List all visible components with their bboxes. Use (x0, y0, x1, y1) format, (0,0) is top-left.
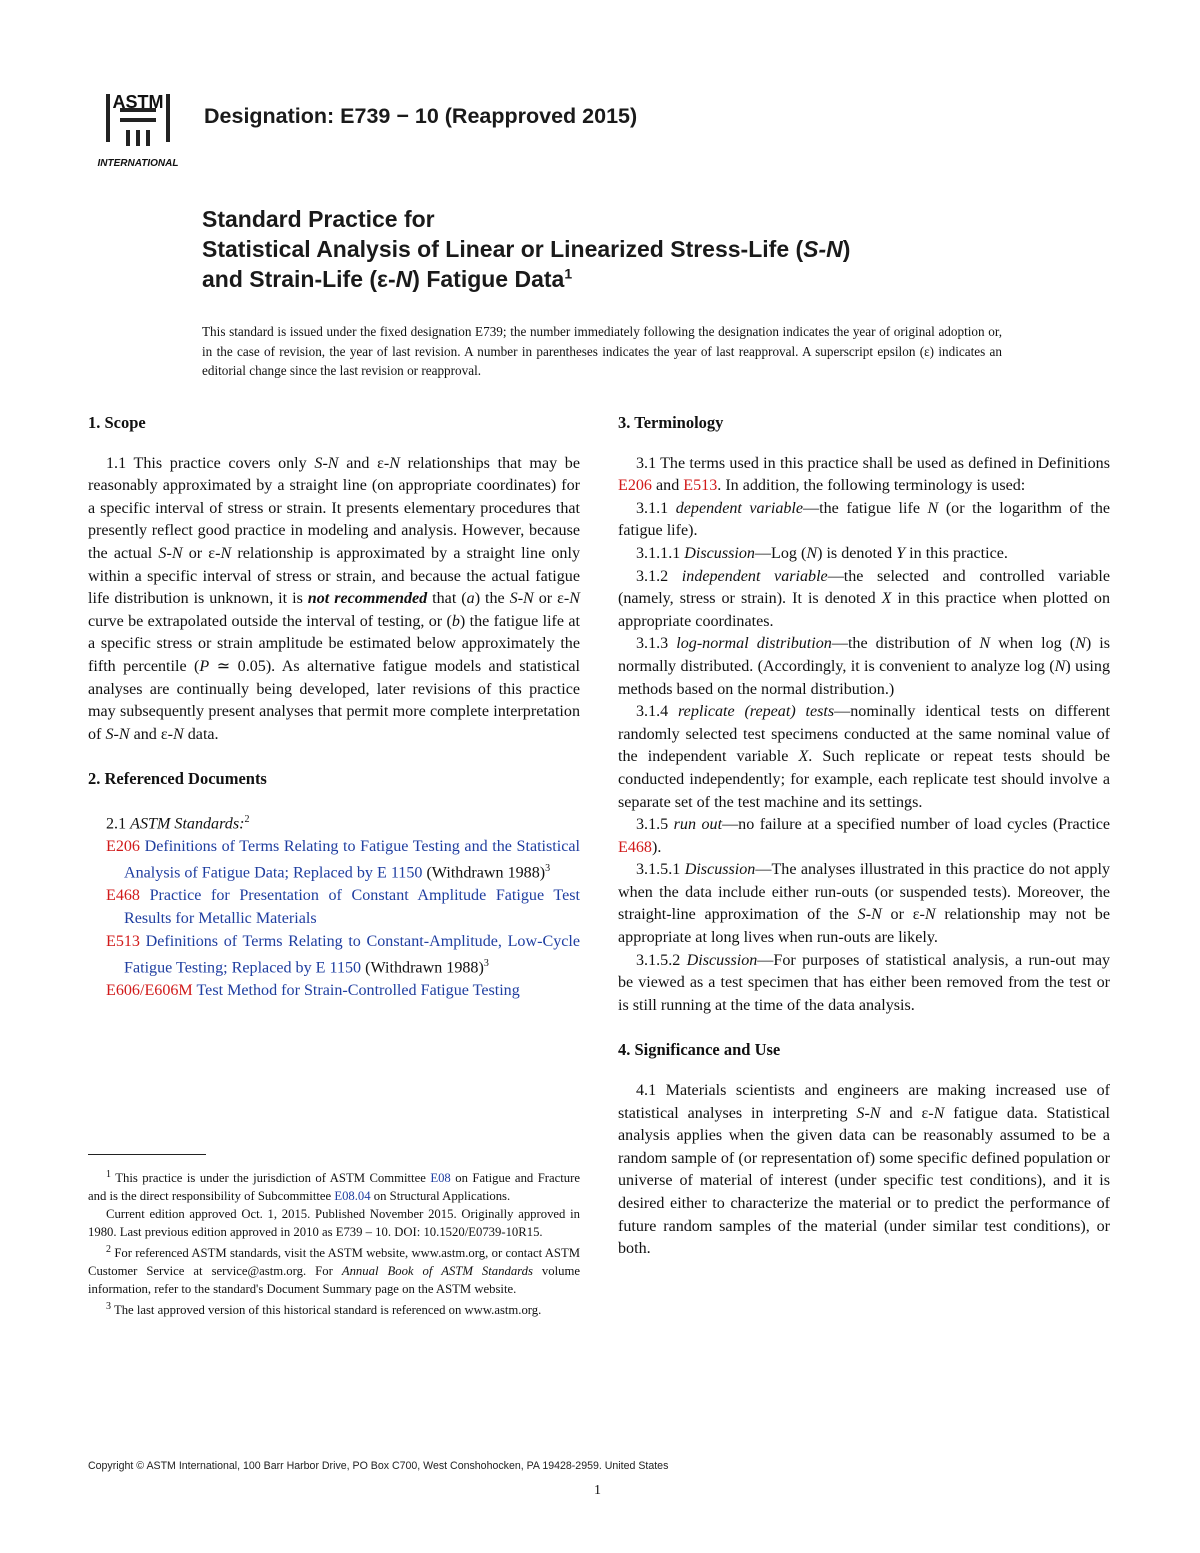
section-heading-scope: 1. Scope (88, 413, 146, 432)
footnote-3: $^3$ The last approved version of this historical standard is referenced on www.astm.org. (106, 1301, 542, 1318)
reference-e468[interactable]: E468 Practice for Presentation of Constant Amplitude Fatigue Test Results for Metallic Materials (106, 887, 580, 927)
paragraph-3-1-5-1: 3.1.5.1 Discussion—The analyses illustrated in this practice do not apply when the data include either run-outs (or suspended tests). Moreover, the straight-line approximation of the S-N or ε-N relationship may not be appropriate at long lives when run-outs are likely. (618, 861, 1110, 947)
paragraph-1-1: 1.1 This practice covers only S-N and ε-N relationships that may be reasonably approximated by a straight line (on appropriate coordinates) for a specific interval of stress or strain. It presents elementary procedures that presently reflect good practice in modeling and analysis. However, because the actual S-N or ε-N relationship is approximated by a straight line only within a specific interval of stress or strain, and because the actual fatigue life distribution is unknown, it is not recommended that (a) the S-N or ε-N curve be extrapolated outside the interval of testing, or (b) the fatigue life at a specific stress or strain amplitude be estimated below approximately the fifth percentile (P ≃ 0.05). As alternative fatigue models and statistical analyses are continually being developed, later revisions of this practice may subsequently present analyses that permit more complete interpretation of S-N and ε-N data. (88, 454, 581, 743)
title-line-3: and Strain-Life (ε-N) Fatigue Data$^1$ (202, 265, 573, 292)
astm-logo-mark (86, 86, 190, 170)
designation: Designation: E739 − 10 (Reapproved 2015) (204, 104, 638, 128)
paragraph-2-1: 2.1 ASTM Standards:$^2$ (106, 813, 250, 833)
title-footnote-mark: 1 (564, 265, 573, 282)
astm-logo (86, 86, 190, 170)
section-heading-referenced-documents: 2. Referenced Documents (88, 769, 267, 789)
title-line-2: Statistical Analysis of Linear or Linearized Stress-Life (S-N) (202, 236, 851, 262)
link-e468[interactable]: E468 (618, 838, 652, 856)
paragraph-3-1-2: 3.1.2 independent variable—the selected and controlled variable (namely, stress or strain). It is denoted X in this practice when plotted on appropriate coordinates. (618, 567, 1110, 630)
document-title (202, 204, 1102, 294)
page-number: 1 (594, 1483, 601, 1498)
title-line-1: Standard Practice for (202, 206, 435, 232)
paragraph-3-1-1: 3.1.1 dependent variable—the fatigue life N (or the logarithm of the fatigue life). (618, 499, 1111, 540)
paragraph-3-1-4: 3.1.4 replicate (repeat) tests—nominally identical tests on different randomly selected test specimens conducted at the same nominal value of the independent variable X. Such replicate or repeat tests should be conducted independently; for example, each replicate test should involve a separate set of the test machine and its settings. (618, 703, 1110, 811)
preface-note: This standard is issued under the fixed designation E739; the number immediately following the designation indicates the year of original adoption or, in the case of revision, the year of last revision. A number in parentheses indicates the year of last reapproval. A superscript epsilon (ε) indicates an editorial change since the last revision or reapproval. (202, 324, 1002, 379)
left-column (88, 412, 580, 1003)
footnote-divider (88, 1154, 206, 1155)
reference-e606[interactable]: E606/E606M Test Method for Strain-Controlled Fatigue Testing (106, 982, 520, 1000)
link-e08[interactable]: E08 (430, 1171, 451, 1186)
right-column (618, 412, 1110, 1261)
paragraph-3-1-3: 3.1.3 log-normal distribution—the distribution of N when log (N) is normally distributed. (Accordingly, it is convenient to analyze log (N) using methods based on the normal distribution.) (618, 635, 1110, 698)
footnote-1: $^1$ This practice is under the jurisdiction of ASTM Committee E08 on Fatigue and Fracture and is the direct responsibility of Subcommittee E08.04 on Structural Applications. (88, 1169, 580, 1204)
link-e08-04[interactable]: E08.04 (334, 1189, 371, 1204)
section-heading-significance: 4. Significance and Use (618, 1040, 781, 1060)
footnote-1-edition: Current edition approved Oct. 1, 2015. Published November 2015. Originally approved in 1980. Last previous edition approved in 2010 as E739 – 10. DOI: 10.1520/E0739-10R15. (88, 1207, 580, 1240)
section-heading-terminology: 3. Terminology (618, 413, 724, 432)
reference-e206[interactable]: E206 Definitions of Terms Relating to Fatigue Testing and the Statistical Analysis of Fatigue Data; Replaced by E 1150 (Withdrawn 1988)$^3$ (106, 837, 580, 882)
paragraph-4-1: 4.1 Materials scientists and engineers are making increased use of statistical analyses in interpreting S-N and ε-N fatigue data. Statistical analysis applies when the given data can be reasonably assumed to be a random sample of (or representation of) some specific defined population or universe of material of interest (under specific test conditions), and it is desired either to characterize the material or to predict the performance of future random samples of the material (under similar test conditions), or both. (618, 1082, 1110, 1258)
paragraph-3-1: 3.1 The terms used in this practice shall be used as defined in Definitions E206 and E513. In addition, the following terminology is used: (618, 454, 1110, 495)
link-e206[interactable]: E206 (618, 477, 652, 495)
copyright-notice: Copyright © ASTM International, 100 Barr Harbor Drive, PO Box C700, West Conshohocken, PA 19428-2959. United States (88, 1460, 669, 1472)
paragraph-3-1-5: 3.1.5 run out—no failure at a specified number of load cycles (Practice E468). (618, 816, 1111, 856)
logo-text-bottom: INTERNATIONAL (97, 158, 179, 169)
paragraph-3-1-5-2: 3.1.5.2 Discussion—For purposes of statistical analysis, a run-out may be viewed as a test specimen that has either been removed from the test or is still running at the time of the data analysis. (618, 951, 1111, 1014)
reference-e513[interactable]: E513 Definitions of Terms Relating to Constant-Amplitude, Low-Cycle Fatigue Testing; Replaced by E 1150 (Withdrawn 1988)$^3$ (106, 932, 580, 977)
paragraph-3-1-1-1: 3.1.1.1 Discussion—Log (N) is denoted Y in this practice. (636, 544, 1008, 562)
footnotes (88, 1166, 580, 1320)
footnote-2: $^2$ For referenced ASTM standards, visit the ASTM website, www.astm.org, or contact ASTM Customer Service at service@astm.org. For Annual Book of ASTM Standards volume information, refer to the standard's Document Summary page on the ASTM website. (88, 1244, 580, 1297)
link-e513[interactable]: E513 (683, 477, 718, 495)
logo-text-top: ASTM (112, 92, 164, 112)
